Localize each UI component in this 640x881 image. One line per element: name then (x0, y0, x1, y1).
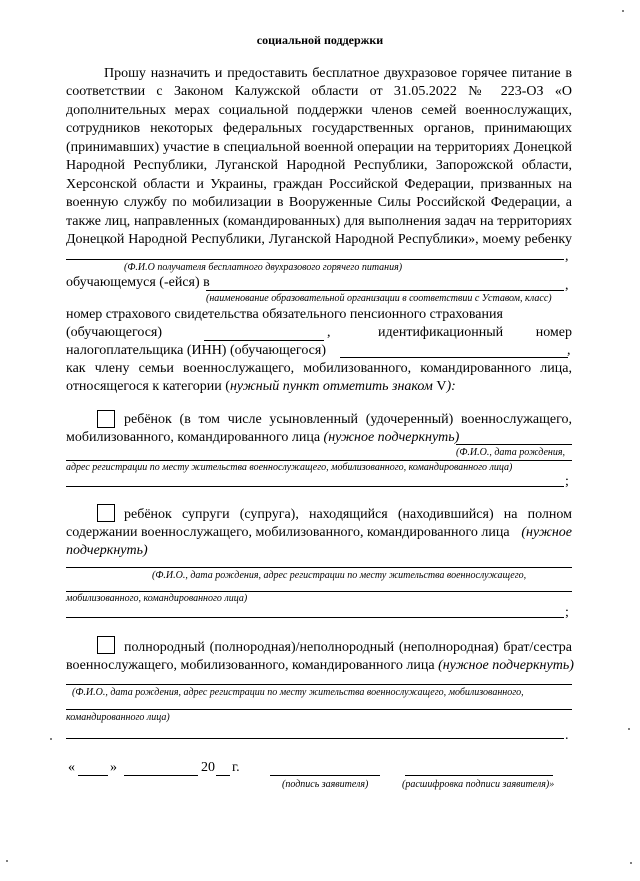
option-2-detail-field[interactable] (66, 591, 572, 592)
option-2-end: ; (565, 605, 569, 620)
member-line-1: как члену семьи военнослужащего, мобилизованного, командированного лица, (66, 361, 572, 376)
intro-line-9: также лиц, направленных (командированных) для выполнения задач на территориях (66, 214, 572, 229)
option-3-caption-1: (Ф.И.О., дата рождения, адрес регистрации по месту жительства военнослужащего, мобилизованного, (72, 687, 524, 698)
option-1-end: ; (565, 474, 569, 489)
option-3-line-2-plain: военнослужащего, мобилизованного, командированного лица (66, 658, 435, 673)
date-quote-close: » (110, 760, 117, 775)
inn-label-1: идентификационный номер (378, 325, 572, 340)
date-year-suffix: г. (232, 760, 240, 775)
inn-label-2: налогоплательщика (ИНН) (обучающегося) (66, 343, 326, 358)
option-3-line-2-italic: (нужное подчеркнуть) (438, 658, 574, 673)
option-1-checkbox[interactable] (97, 410, 115, 428)
intro-line-2: соответствии с Законом Калужской области от 31.05.2022 № 223-ОЗ «О (66, 84, 572, 99)
option-2-line-2-italic: (нужное (521, 525, 572, 540)
option-3-line-2 (66, 658, 574, 674)
snils-line-1 (66, 307, 572, 323)
signature-field[interactable] (270, 775, 380, 776)
member-line-2-end: ): (446, 379, 456, 394)
option-3-name-field[interactable] (66, 684, 572, 685)
snils-comma: , (327, 325, 331, 340)
option-3-end: . (565, 728, 569, 743)
inn-field[interactable] (340, 357, 568, 358)
date-year-field[interactable] (216, 775, 230, 776)
school-name-field[interactable] (206, 290, 564, 291)
intro-line-10: Донецкой Народной Республики, Луганской Народной Республики», моему ребенку (66, 232, 572, 247)
date-month-field[interactable] (124, 775, 198, 776)
school-caption: (наименование образовательной организации в соответствии с Уставом, класс) (206, 293, 552, 304)
snils-text-1: номер страхового свидетельства обязательного пенсионного страхования (66, 307, 503, 322)
intro-line-3: дополнительных мерах социальной поддержки членов семей военнослужащих, (66, 103, 572, 118)
scan-speck (628, 728, 630, 730)
signature-decode-caption: (расшифровка подписи заявителя)» (402, 779, 555, 790)
option-2-line-2 (66, 525, 572, 541)
option-1-line-1: ребёнок (в том числе усыновленный (удочеренный) военнослужащего, (124, 412, 572, 427)
option-1-name-field[interactable] (456, 444, 572, 445)
option-1-detail-field[interactable] (66, 460, 572, 461)
scan-speck (50, 738, 52, 740)
member-line-2-italic: нужный пункт отметить знаком (229, 379, 433, 394)
option-3-caption-2: командированного лица) (66, 712, 170, 723)
member-line-2 (66, 379, 456, 395)
signature-caption: (подпись заявителя) (282, 779, 369, 790)
option-1-caption-2: адрес регистрации по месту жительства военнослужащего, мобилизованного, командированного лица) (66, 462, 513, 473)
inn-trailing-comma: , (567, 343, 571, 358)
option-3-address-field[interactable] (66, 738, 564, 739)
option-1-line-2-italic: (нужное подчеркнуть) (323, 430, 460, 445)
intro-line-4: сотрудников некоторых федеральных государственных органов, принимающих (66, 121, 572, 136)
intro-line-8: военную службу по мобилизации в Вооруженные Силы Российской Федерации, а (66, 195, 572, 210)
recipient-caption: (Ф.И.О получателя бесплатного двухразового горячего питания) (124, 262, 403, 273)
date-quote-open: « (68, 760, 75, 775)
option-2-caption-2: мобилизованного, командированного лица) (66, 593, 248, 604)
scan-speck (622, 10, 624, 12)
student-prefix: обучающемуся (-ейся) в (66, 275, 210, 290)
document-title: социальной поддержки (256, 33, 384, 47)
scan-speck (6, 860, 8, 862)
option-2-address-field[interactable] (66, 617, 564, 618)
recipient-name-field[interactable] (66, 259, 564, 260)
option-3-line-1: полнородный (полнородная)/неполнородный (неполнородная) брат/сестра (124, 640, 572, 655)
recipient-trailing-comma: , (565, 249, 569, 264)
option-1-line-2 (66, 430, 459, 446)
snils-line-2a: (обучающегося) (66, 325, 163, 340)
snils-field[interactable] (204, 340, 324, 341)
intro-line-5: (принимавших) участие в специальной военной операции на территориях Донецкой (66, 140, 572, 155)
option-1-line-2-plain: мобилизованного, командированного лица (66, 430, 321, 445)
member-line-2-mark: V (432, 379, 447, 394)
option-2-caption-1: (Ф.И.О., дата рождения, адрес регистрации по месту жительства военнослужащего, (152, 570, 527, 581)
student-trailing-comma: , (565, 278, 569, 293)
option-2-name-field[interactable] (66, 567, 572, 568)
option-3-checkbox[interactable] (97, 636, 115, 654)
option-2-line-2-plain: содержании военнослужащего, мобилизованного, командированного лица (66, 525, 510, 540)
signature-decode-field[interactable] (405, 775, 553, 776)
option-2-line-1: ребёнок супруги (супруга), находящийся (находившийся) на полном (124, 507, 572, 522)
option-3-detail-field[interactable] (66, 709, 572, 710)
option-2-line-3: подчеркнуть) (66, 543, 148, 558)
intro-line-1: Прошу назначить и предоставить бесплатное двухразовое горячее питание в (104, 66, 572, 81)
date-day-field[interactable] (78, 775, 108, 776)
intro-line-6: Народной Республики, Луганской Народной Республики, Запорожской области, (66, 158, 572, 173)
date-year-prefix: 20 (201, 760, 215, 775)
option-1-address-field[interactable] (66, 486, 564, 487)
intro-line-7: Херсонской области и Украины, граждан Российской Федерации, призванных на (66, 177, 572, 192)
option-1-caption-1: (Ф.И.О., дата рождения, (456, 447, 565, 458)
member-line-2-plain: относящегося к категории ( (66, 379, 230, 394)
scan-speck (630, 862, 632, 864)
option-2-checkbox[interactable] (97, 504, 115, 522)
